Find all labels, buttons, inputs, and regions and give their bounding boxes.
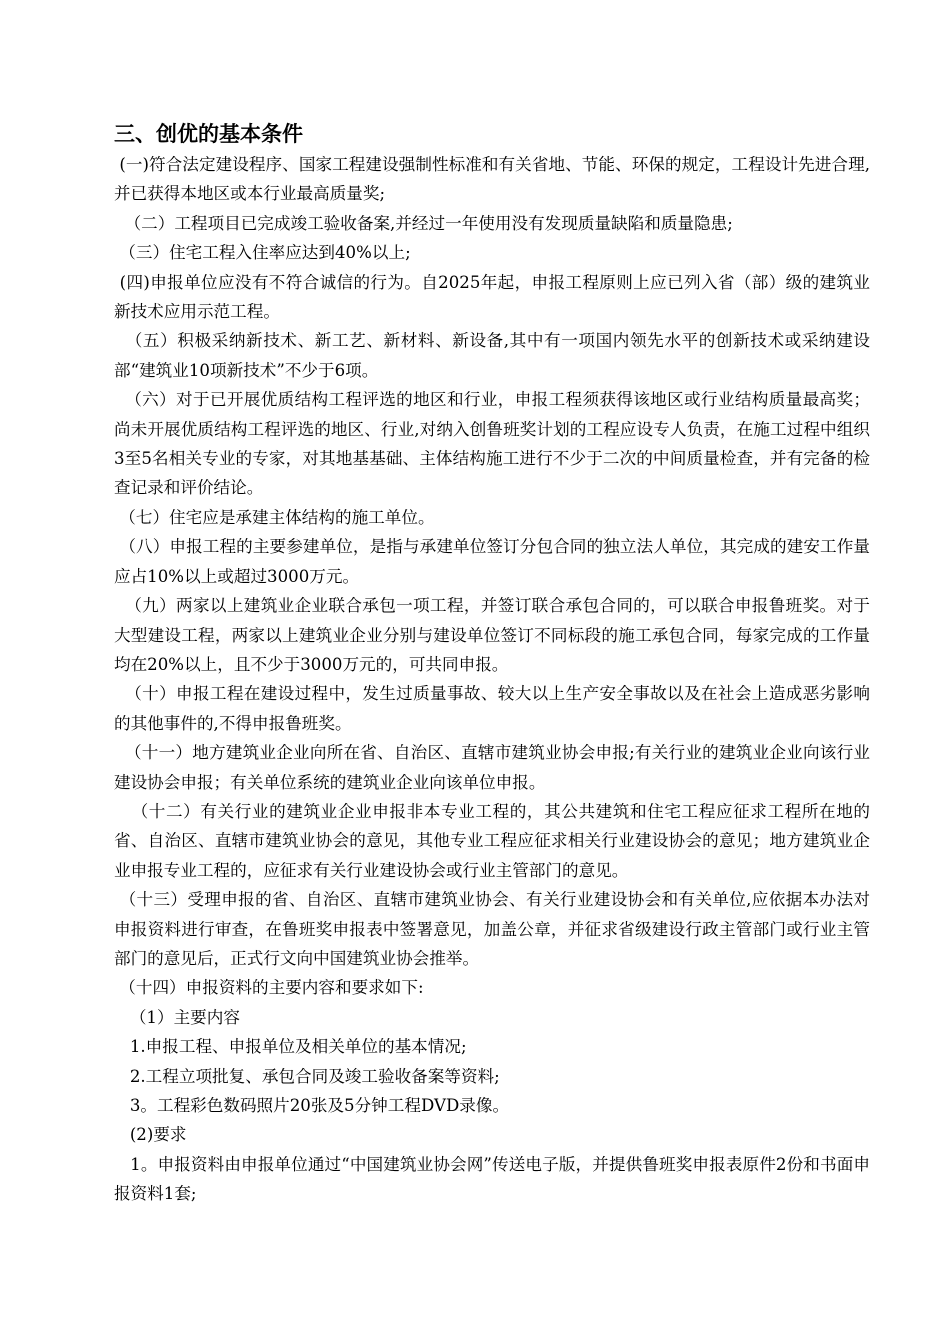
paragraph-5: （五）积极采纳新技术、新工艺、新材料、新设备,其中有一项国内领先水平的创新技术或采纳建设部“建筑业10项新技术”不少于6项。 <box>114 331 870 380</box>
document-body <box>114 150 870 1209</box>
paragraph-12: （十二）有关行业的建筑业企业申报非本专业工程的，其公共建筑和住宅工程应征求工程所在地的省、自治区、直辖市建筑业协会的意见，其他专业工程应征求相关行业建设协会的意见；地方建筑业企业申报专业工程的，应征求有关行业建设协会或行业主管部门的意见。 <box>114 801 871 880</box>
list-item-1: 1.申报工程、申报单位及相关单位的基本情况; <box>114 1037 467 1057</box>
list-item-3: 3。工程彩色数码照片20张及5分钟工程DVD录像。 <box>114 1096 510 1115</box>
paragraph-14: （十四）申报资料的主要内容和要求如下: <box>114 978 424 998</box>
paragraph-9: （九）两家以上建筑业企业联合承包一项工程，并签订联合承包合同的，可以联合申报鲁班奖。对于大型建设工程，两家以上建筑业企业分别与建设单位签订不同标段的施工承包合同，每家完成的工作量均在20%以上，且不少于3000万元的，可共同申报。 <box>114 596 870 674</box>
paragraph-4: (四)申报单位应没有不符合诚信的行为。自2025年起，申报工程原则上应已列入省（部）级的建筑业新技术应用示范工程。 <box>114 272 870 322</box>
paragraph-10: （十）申报工程在建设过程中，发生过质量事故、较大以上生产安全事故以及在社会上造成恶劣影响的其他事件的,不得申报鲁班奖。 <box>114 684 870 733</box>
paragraph-1: (一)符合法定建设程序、国家工程建设强制性标准和有关省地、节能、环保的规定，工程设计先进合理,并已获得本地区或本行业最高质量奖; <box>114 155 870 204</box>
paragraph-7: （七）住宅应是承建主体结构的施工单位。 <box>114 507 435 527</box>
paragraph-3: （三）住宅工程入住率应达到40%以上; <box>114 243 411 263</box>
paragraph-13: （十三）受理申报的省、自治区、直辖市建筑业协会、有关行业建设协会和有关单位,应依据本办法对申报资料进行审查，在鲁班奖申报表中签署意见，加盖公章，并征求省级建设行政主管部门或行业主管部门的意见后，正式行文向中国建筑业协会推举。 <box>114 890 870 968</box>
subheading-requirements: (2)要求 <box>114 1125 187 1145</box>
list-item-2: 2.工程立项批复、承包合同及竣工验收备案等资料; <box>114 1066 500 1086</box>
paragraph-8: （八）申报工程的主要参建单位，是指与承建单位签订分包合同的独立法人单位，其完成的建安工作量应占10%以上或超过3000万元。 <box>114 537 871 586</box>
paragraph-6: （六）对于已开展优质结构工程评选的地区和行业，申报工程须获得该地区或行业结构质量最高奖；尚未开展优质结构工程评选的地区、行业,对纳入创鲁班奖计划的工程应设专人负责，在施工过程中组织3至5名相关专业的专家，对其地基基础、主体结构施工进行不少于二次的中间质量检查，并有完备的检查记录和评价结论。 <box>114 390 870 498</box>
subheading-main-content: （1）主要内容 <box>114 1007 240 1027</box>
section-heading: 三、创优的基本条件 <box>114 122 303 146</box>
paragraph-11: （十一）地方建筑业企业向所在省、自治区、直辖市建筑业协会申报;有关行业的建筑业企业向该行业建设协会申报；有关单位系统的建筑业企业向该单位申报。 <box>114 743 870 792</box>
paragraph-2: （二）工程项目已完成竣工验收备案,并经过一年使用没有发现质量缺陷和质量隐患; <box>114 213 733 233</box>
requirement-item-1: 1。申报资料由申报单位通过“中国建筑业协会网”传送电子版，并提供鲁班奖申报表原件2份和书面申报资料1套; <box>114 1154 870 1204</box>
